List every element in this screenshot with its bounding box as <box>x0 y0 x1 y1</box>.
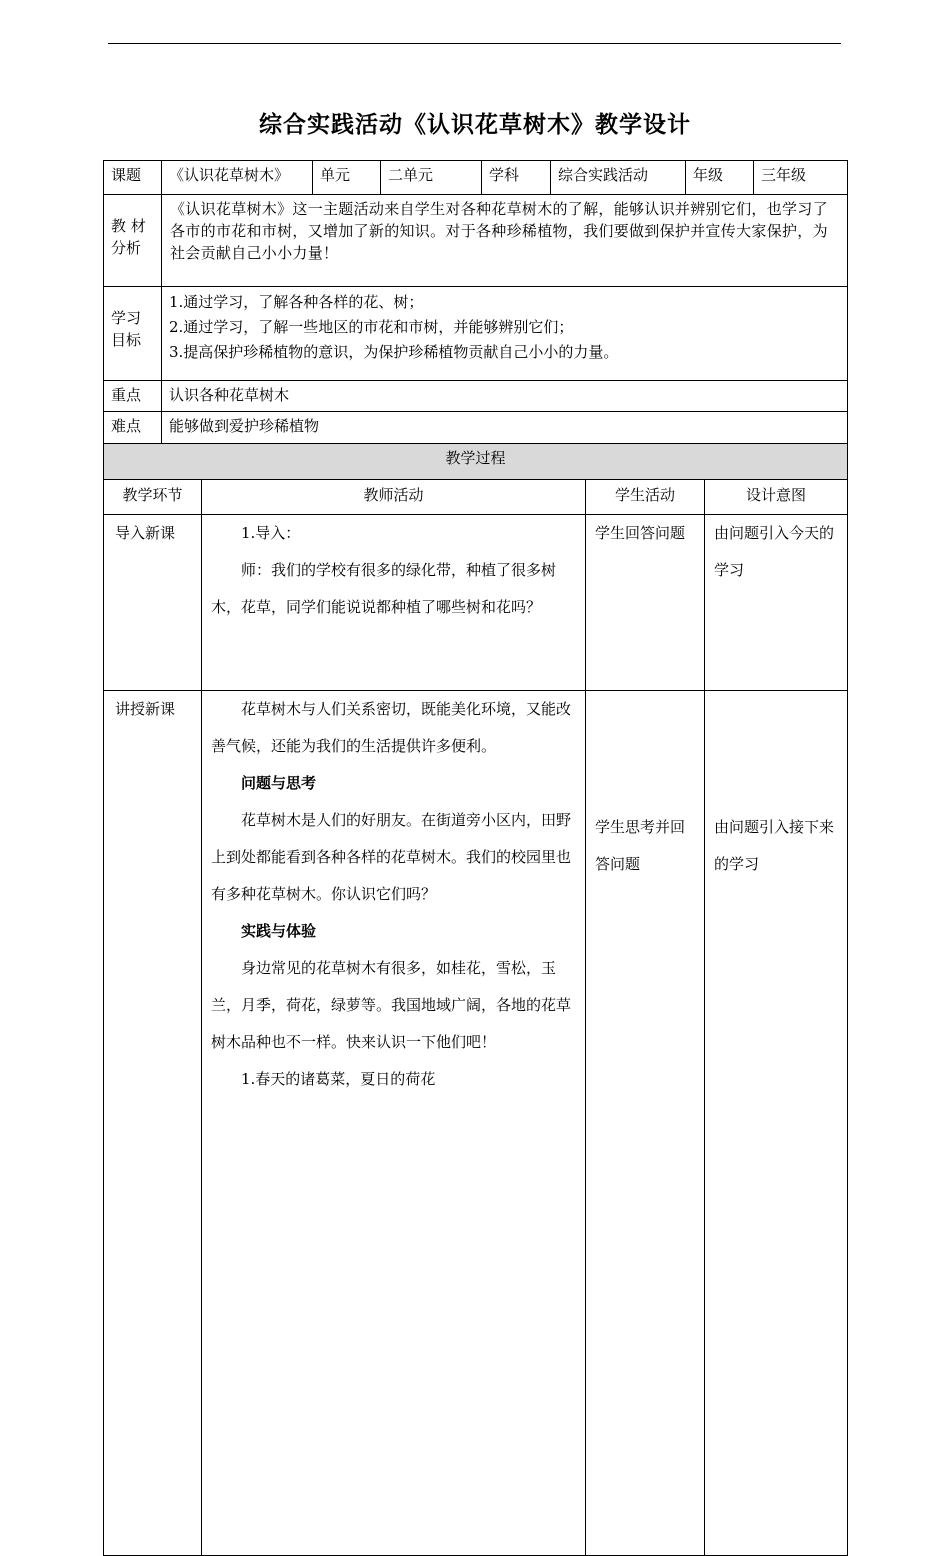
grade-value: 三年级 <box>754 161 848 195</box>
difficulty-label: 难点 <box>104 412 162 444</box>
topic-value: 《认识花草树木》 <box>162 161 313 195</box>
key-point-label: 重点 <box>104 381 162 412</box>
column-header: 教学环节 <box>104 480 202 515</box>
unit-value: 二单元 <box>381 161 482 195</box>
teacher-paragraph: 师：我们的学校有很多的绿化带，种植了很多树木，花草，同学们能说说都种植了哪些树和花吗？ <box>211 561 557 616</box>
analysis-label-line1: 教 材 <box>111 217 146 235</box>
table-row <box>104 691 848 1556</box>
section-heading: 实践与体验 <box>241 922 317 940</box>
unit-label: 单元 <box>313 161 381 195</box>
subject-label: 学科 <box>482 161 551 195</box>
process-table <box>103 443 848 1556</box>
grade-label: 年级 <box>686 161 754 195</box>
teacher-paragraph: 1.导入： <box>241 524 301 542</box>
topic-label: 课题 <box>104 161 162 195</box>
page-title: 综合实践活动《认识花草树木》教学设计 <box>259 112 691 138</box>
goals-label-line2: 目标 <box>111 331 142 349</box>
teacher-activity-cell <box>202 691 586 1556</box>
goal-item: 1.通过学习，了解各种各样的花、树； <box>169 293 424 311</box>
stage-cell: 讲授新课 <box>104 691 202 1556</box>
column-header: 学生活动 <box>586 480 705 515</box>
design-intent-cell: 由问题引入今天的学习 <box>705 515 848 691</box>
analysis-label <box>104 195 162 287</box>
teacher-paragraph: 花草树木与人们关系密切，既能美化环境，又能改善气候，还能为我们的生活提供许多便利。 <box>211 700 572 755</box>
teacher-paragraph: 花草树木是人们的好朋友。在街道旁小区内，田野上到处都能看到各种各样的花草树木。我们的校园里也有多种花草树木。你认识它们吗？ <box>211 811 572 903</box>
subject-value: 综合实践活动 <box>551 161 686 195</box>
table-row <box>104 515 848 691</box>
analysis-text: 《认识花草树木》这一主题活动来自学生对各种花草树木的了解，能够认识并辨别它们，也学习了各市的市花和市树，又增加了新的知识。对于各种珍稀植物，我们要做到保护并宣传大家保护，为社会贡献自己小小力量！ <box>162 195 848 287</box>
teacher-paragraph: 身边常见的花草树木有很多，如桂花，雪松，玉兰，月季，荷花，绿萝等。我国地域广阔，各地的花草树木品种也不一样。快来认识一下他们吧！ <box>211 959 572 1051</box>
stage-cell: 导入新课 <box>104 515 202 691</box>
column-header: 教师活动 <box>202 480 586 515</box>
goals-list <box>162 287 848 381</box>
student-activity-cell: 学生思考并回答问题 <box>586 691 705 1556</box>
key-point-text: 认识各种花草树木 <box>162 381 848 412</box>
goals-label <box>104 287 162 381</box>
goal-item: 3.提高保护珍稀植物的意识，为保护珍稀植物贡献自己小小的力量。 <box>169 343 619 361</box>
goals-label-line1: 学习 <box>111 309 142 327</box>
header-rule <box>108 43 841 44</box>
section-heading: 问题与思考 <box>241 774 317 792</box>
column-header: 设计意图 <box>705 480 848 515</box>
process-header: 教学过程 <box>104 444 848 480</box>
design-intent-cell: 由问题引入接下来的学习 <box>705 691 848 1556</box>
student-activity-cell: 学生回答问题 <box>586 515 705 691</box>
teacher-paragraph: 1.春天的诸葛菜，夏日的荷花 <box>241 1070 436 1088</box>
info-table <box>103 160 848 444</box>
difficulty-text: 能够做到爱护珍稀植物 <box>162 412 848 444</box>
analysis-label-line2: 分析 <box>111 239 142 257</box>
teacher-activity-cell <box>202 515 586 691</box>
goal-item: 2.通过学习，了解一些地区的市花和市树，并能够辨别它们； <box>169 318 574 336</box>
